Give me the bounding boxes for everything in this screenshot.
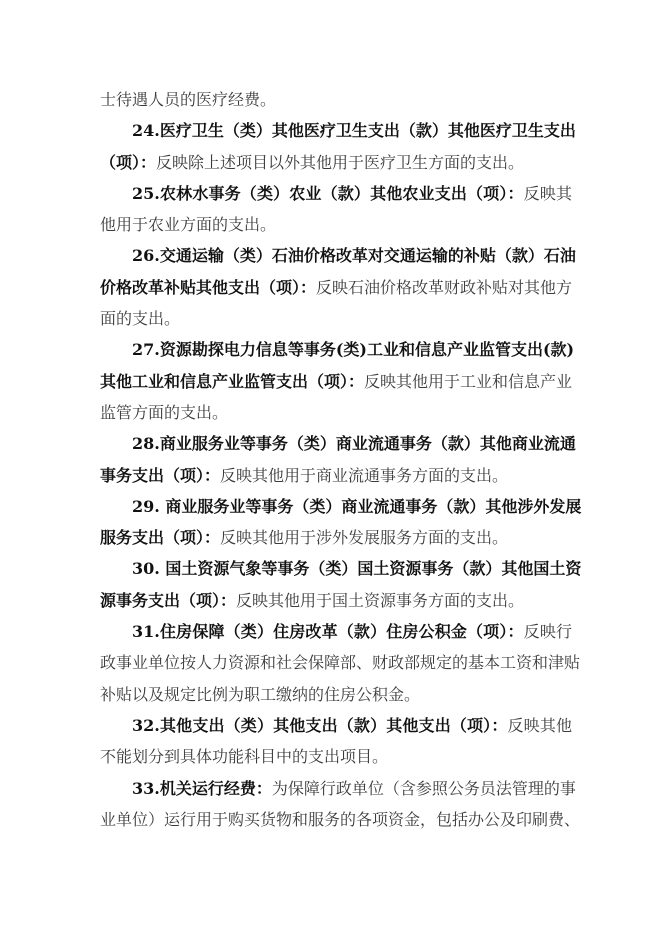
- document-line: [100, 460, 572, 491]
- document-line: [100, 115, 576, 146]
- item-heading: 33.机关运行经费：: [132, 778, 272, 798]
- item-heading: 25.农林水事务（类）农业（款）其他农业支出（项）：: [132, 183, 524, 203]
- document-line: [100, 616, 572, 647]
- item-heading: 31.住房保障（类）住房改革（款）住房公积金（项）：: [132, 622, 524, 642]
- item-description: 为保障行政单位（含参照公务员法管理的事: [271, 778, 576, 798]
- document-line: [100, 773, 576, 804]
- document-line: [100, 679, 572, 710]
- document-line: [100, 553, 582, 584]
- item-description: 反映行: [523, 622, 572, 642]
- document-line: [100, 209, 572, 240]
- item-heading: 服务支出（项）：: [100, 528, 221, 548]
- item-description: 不能划分到具体功能科目中的支出项目。: [100, 747, 389, 767]
- item-heading: 价格改革补贴其他支出（项）：: [100, 277, 317, 297]
- item-heading: 事务支出（项）：: [100, 465, 221, 485]
- document-line: [100, 178, 572, 209]
- item-heading: 26.交通运输（类）石油价格改革对交通运输的补贴（款）石油: [132, 246, 576, 266]
- item-description: 反映石油价格改革财政补贴对其他方: [316, 277, 573, 297]
- document-line: [100, 710, 572, 741]
- item-description: 监管方面的支出。: [100, 402, 229, 422]
- document-line: [100, 84, 572, 115]
- document-line: [100, 522, 572, 553]
- document-line: [100, 334, 575, 365]
- item-description: 反映其他用于工业和信息产业: [364, 371, 573, 391]
- item-description: 业单位）运行用于购买货物和服务的各项资金，包括办公及印刷费、: [100, 809, 581, 829]
- document-line: [100, 804, 581, 835]
- document-line: [100, 647, 581, 678]
- document-line: [100, 397, 572, 428]
- item-heading: 源事务支出（项）：: [100, 590, 237, 610]
- document-line: [100, 240, 576, 271]
- item-description: 反映除上述项目以外其他用于医疗卫生方面的支出。: [156, 152, 525, 172]
- document-line: [100, 272, 572, 303]
- document-line: [100, 147, 572, 178]
- item-description: 补贴以及规定比例为职工缴纳的住房公积金。: [100, 684, 421, 704]
- item-description: 面的支出。: [100, 309, 181, 329]
- item-description: 政事业单位按人力资源和社会保障部、财政部规定的基本工资和津贴: [100, 653, 581, 673]
- item-description: 反映其: [523, 183, 572, 203]
- item-heading: 32.其他支出（类）其他支出（款）其他支出（项）：: [132, 715, 508, 735]
- item-heading: （项）：: [100, 152, 157, 172]
- item-description: 反映其他用于商业流通事务方面的支出。: [220, 465, 509, 485]
- item-heading: 29. 商业服务业等事务（类）商业流通事务（款）其他涉外发展: [132, 496, 582, 516]
- item-description: 他用于农业方面的支出。: [100, 215, 277, 235]
- document-line: [100, 741, 572, 772]
- item-heading: 27.资源勘探电力信息等事务(类)工业和信息产业监管支出(款): [132, 340, 575, 360]
- item-heading: 30. 国土资源气象等事务（类）国土资源事务（款）其他国土资: [132, 559, 582, 579]
- document-line: [100, 428, 576, 459]
- item-heading: 28.商业服务业等事务（类）商业流通事务（款）其他商业流通: [132, 434, 576, 454]
- document-line: [100, 585, 572, 616]
- item-description: 反映其他: [507, 715, 572, 735]
- document-line: [100, 491, 582, 522]
- item-description: 士待遇人员的医疗经费。: [100, 90, 277, 109]
- item-heading: 其他工业和信息产业监管支出（项）：: [100, 371, 365, 391]
- item-description: 反映其他用于涉外发展服务方面的支出。: [220, 528, 509, 548]
- document-line: [100, 303, 572, 334]
- document-body: [100, 84, 582, 835]
- item-description: 反映其他用于国土资源事务方面的支出。: [236, 590, 525, 610]
- document-line: [100, 366, 572, 397]
- item-heading: 24.医疗卫生（类）其他医疗卫生支出（款）其他医疗卫生支出: [132, 121, 576, 141]
